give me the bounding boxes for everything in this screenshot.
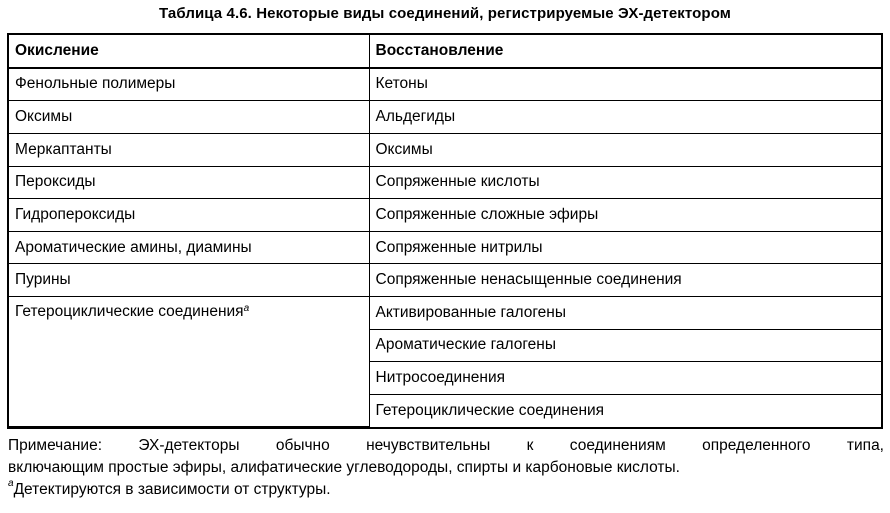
note-line-2: включающим простые эфиры, алифатические углеводороды, спирты и карбоновые кислоты. xyxy=(8,459,680,476)
table-row xyxy=(9,199,881,232)
footnote-mark: a xyxy=(8,478,14,489)
reduction-cell: Сопряженные ненасыщенные соединения xyxy=(369,264,881,297)
table-row xyxy=(9,297,881,330)
table-header-row xyxy=(9,35,881,68)
oxidation-cell: Гидропероксиды xyxy=(9,199,369,232)
reduction-cell: Сопряженные нитрилы xyxy=(369,231,881,264)
reduction-cell: Сопряженные сложные эфиры xyxy=(369,199,881,232)
reduction-cell: Сопряженные кислоты xyxy=(369,166,881,199)
oxidation-cell: Пурины xyxy=(9,264,369,297)
table-row xyxy=(9,264,881,297)
oxidation-cell-heterocyclic xyxy=(9,297,369,427)
table-row xyxy=(9,231,881,264)
reduction-cell: Альдегиды xyxy=(369,101,881,134)
table-note xyxy=(8,435,884,501)
reduction-cell: Оксимы xyxy=(369,133,881,166)
reduction-cell: Гетероциклические соединения xyxy=(369,394,881,426)
header-oxidation: Окисление xyxy=(9,35,369,68)
oxidation-cell: Пероксиды xyxy=(9,166,369,199)
oxidation-cell: Фенольные полимеры xyxy=(9,68,369,101)
table-row xyxy=(9,68,881,101)
reduction-cell: Ароматические галогены xyxy=(369,329,881,362)
table-row xyxy=(9,133,881,166)
note-line-3 xyxy=(8,479,884,501)
reduction-cell: Нитросоединения xyxy=(369,362,881,395)
note-line-1: Примечание: ЭХ-детекторы обычно нечувствительны к соединениям определенного типа, xyxy=(8,437,884,454)
footnote-mark: a xyxy=(243,303,250,314)
reduction-cell: Кетоны xyxy=(369,68,881,101)
oxidation-cell: Ароматические амины, диамины xyxy=(9,231,369,264)
table-row xyxy=(9,101,881,134)
oxidation-cell-text: Гетероциклические соединения xyxy=(15,303,244,320)
reduction-cell: Активированные галогены xyxy=(369,297,881,330)
oxidation-cell: Меркаптанты xyxy=(9,133,369,166)
header-reduction: Восстановление xyxy=(369,35,881,68)
footnote-text: Детектируются в зависимости от структуры. xyxy=(13,481,331,498)
compounds-table xyxy=(7,33,883,429)
oxidation-cell: Оксимы xyxy=(9,101,369,134)
table-row xyxy=(9,166,881,199)
table-caption: Таблица 4.6. Некоторые виды соединений, регистрируемые ЭХ-детектором xyxy=(159,5,731,22)
